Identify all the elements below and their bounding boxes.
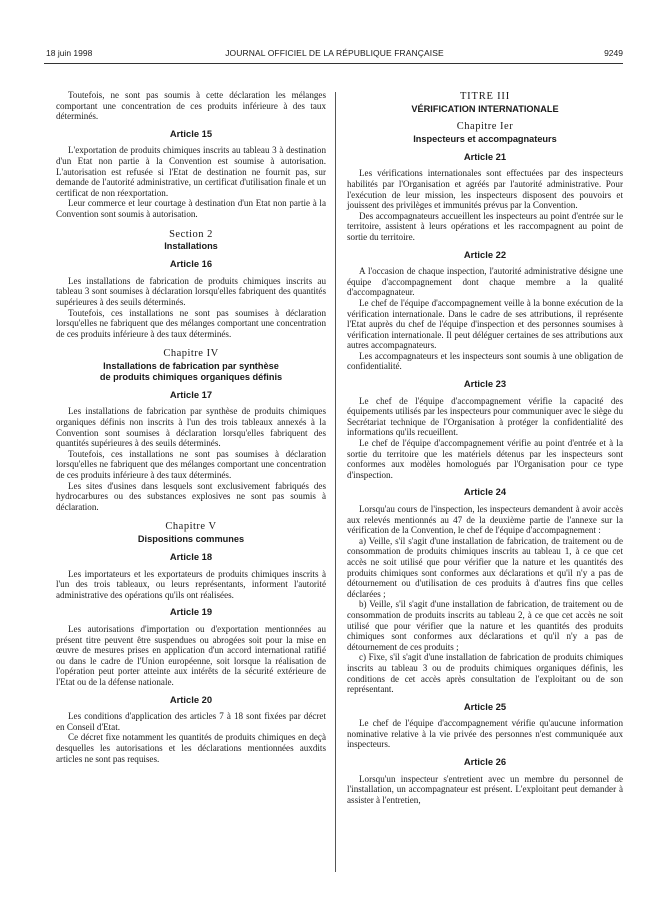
article-24-item-b: b) Veille, s'il s'agit d'une installation de fabrication, de traitement ou de consommation de produits inscrits au tableau 2, à ce que cet accès ne soit utilisé que pour vérifier que la nature et les quantités des produits chimiques sont conformes aux déclarations et qu'il n'y a pas de détournement de ces produits ; [347,599,623,652]
article-19-title: Article 19 [169,606,213,618]
article-23-p1: Le chef de l'équipe d'accompagnement vérifie la capacité des équipements utilisés par les inspecteurs pour communiquer avec le siège du Secrétariat technique de l'Organisation à protéger la confidentialité des informations qu'ils recueillent. [347,395,623,438]
titre-3-subtitle: VÉRIFICATION INTERNATIONALE [411,103,559,114]
article-23-p2: Le chef de l'équipe d'accompagnement vérifie au point d'entrée et à la sortie du territoire que les matériels détenus par les inspecteurs sont conformes aux modèles homologués par l'Organisation pour ce type d'inspection. [347,438,623,480]
article-19-p1: Les autorisations d'importation ou d'exportation mentionnées au présent titre peuvent être suspendues ou abrogées soit pour la mise en œuvre de mesures prises en application d'un accord international ratifié ou dans le cadre de l'Union européenne, soit lorsque la réalisation de l'opération peut porter atteinte aux intérêts de la sécurité extérieure de l'Etat ou de la défense nationale. [56,623,326,687]
article-15-title: Article 15 [169,127,213,139]
article-26-p1: Lorsqu'un inspecteur s'entretient avec un membre du personnel de l'installation, un accompagnateur est présent. L'exploitant peut demander à assister à l'entretien, [347,773,623,805]
article-22-p2: Le chef de l'équipe d'accompagnement veille à la bonne exécution de la vérification internationale. Dans le cadre de ses attributions, il représente l'Etat auprès du chef de l'équipe d'inspection et des personnes soumises à vérification internationale. Il peut déléguer certaines de ses attributions aux autres accompagnateurs. [347,297,623,351]
article-20-p1: Les conditions d'application des articles 7 à 18 sont fixées par décret en Conseil d'Etat. [56,711,326,732]
right-column [347,90,623,805]
chapter-5-heading: Chapitre V [165,521,217,533]
article-22-p1: A l'occasion de chaque inspection, l'autorité administrative désigne une équipe d'accompagnement dont chaque membre a la qualité d'accompagnateur. [347,266,623,298]
article-17-p2: Toutefois, ces installations ne sont pas soumises à déclaration lorsqu'elles ne fabriquent que des mélanges comportant une concentration de ces produits inférieure à des taux déterminés. [56,448,326,481]
chapter-5-subtitle: Dispositions communes [137,534,245,544]
titre-3-heading: TITRE III [459,91,511,102]
article-20-title: Article 20 [169,693,213,705]
article-24-item-a: a) Veille, s'il s'agit d'une installation de fabrication, de traitement ou de consommation de produits chimiques inscrits au tableau 1, à ce que cet accès ne soit utilisé que pour vérifier que la nature et les quantités des produits chimiques sont conformes aux déclarations et qu'il n'y a pas de détournement ou d'utilisation de ces produits à d'autres fins que celles déclarées ; [347,535,623,599]
article-22-p3: Les accompagnateurs et les inspecteurs sont soumis à une obligation de confidentialité. [347,350,623,372]
article-16-p1: Les installations de fabrication de produits chimiques inscrits au tableau 3 sont soumises à déclaration lorsqu'elles fabriquent des quantités supérieures à des seuils déterminés. [56,275,326,307]
article-17-p3: Les sites d'usines dans lesquels sont exclusivement fabriqués des hydrocarbures ou des substances explosives ne sont pas soumis à déclaration. [56,480,326,512]
header-journal-title: JOURNAL OFFICIEL DE LA RÉPUBLIQUE FRANÇAISE [225,48,444,58]
intro-paragraph: Toutefois, ne sont pas soumis à cette déclaration les mélanges comportant une concentration de ces produits inférieure à des taux déterminés. [56,90,326,122]
header-rule [44,63,623,64]
article-16-title: Article 16 [169,258,213,270]
article-24-p1: Lorsqu'au cours de l'inspection, les inspecteurs demandent à avoir accès aux relevés mentionnés au 47 de la deuxième partie de l'annexe sur la vérification de la Convention, le chef de l'équipe d'accompagnement : [347,504,623,536]
section-2-heading: Section 2 [169,228,213,240]
chapter-4-heading: Chapitre IV [163,348,219,360]
article-21-p1: Les vérifications internationales sont effectuées par des inspecteurs habilités par l'Organisation et agréés par l'autorité administrative. Pour l'exécution de leur mission, les inspecteurs disposent des pouvoirs et jouissent des privilèges et immunités prévus par la Convention. [347,168,623,211]
article-25-p1: Le chef de l'équipe d'accompagnement vérifie qu'aucune information nominative relative à la vie privée des personnes n'est communiquée aux inspecteurs. [347,718,623,750]
chapter-1-heading: Chapitre Ier [456,121,514,133]
section-2-subtitle: Installations [164,241,218,252]
chapter-1-subtitle: Inspecteurs et accompagnateurs [413,133,557,144]
article-23-title: Article 23 [463,378,507,390]
chapter-4-subtitle: Installations de fabrication par synthèse de produits chimiques organiques définis [99,360,283,382]
article-18-title: Article 18 [169,551,213,562]
article-18-p1: Les importateurs et les exportateurs de produits chimiques inscrits à l'un des trois tableaux, ou leurs représentants, informent l'autorité administrative des opérations qu'ils ont réalisées. [56,568,326,600]
article-17-p1: Les installations de fabrication par synthèse de produits chimiques organiques définis non inscrits à l'un des trois tableaux annexés à la Convention sont soumises à déclaration lorsqu'elles fabriquent des quantités supérieures à des seuils déterminés. [56,406,326,449]
header-page-number: 9249 [604,48,623,58]
article-15-p1: L'exportation de produits chimiques inscrits au tableau 3 à destination d'un Etat non partie à la Convention est soumise à autorisation. L'autorisation est refusée si l'Etat de destination ne fournit pas, sur demande de l'autorité administrative, un certificat d'utilisation finale et un certificat de non réexportation. [56,145,326,198]
article-21-title: Article 21 [463,150,507,162]
article-16-p2: Toutefois, ces installations ne sont pas soumises à déclaration lorsqu'elles ne fabriquent que des mélanges comportant une concentration de ces produits inférieure à des taux déterminés. [56,307,326,339]
column-divider [335,92,336,872]
article-15-p2: Leur commerce et leur courtage à destination d'un Etat non partie à la Convention sont soumis à autorisation. [56,198,326,219]
article-24-title: Article 24 [463,486,507,498]
article-21-p2: Des accompagnateurs accueillent les inspecteurs au point d'entrée sur le territoire, assistent à leurs opérations et les raccompagnent au point de sortie du territoire. [347,210,623,242]
article-24-item-c: c) Fixe, s'il s'agit d'une installation de fabrication de produits chimiques inscrits au tableau 3 ou de produits chimiques organiques définis, les conditions de cet accès après consultation de l'exploitant ou de son représentant. [347,652,623,695]
article-17-title: Article 17 [169,388,213,400]
left-column [56,90,326,764]
page-header [46,48,623,62]
article-25-title: Article 25 [463,700,507,712]
article-20-p2: Ce décret fixe notamment les quantités de produits chimiques en deçà desquelles les autorisations et les déclarations mentionnées auxdits articles ne sont pas requises. [56,732,326,764]
header-date: 18 juin 1998 [46,48,93,58]
article-26-title: Article 26 [463,756,507,768]
article-22-title: Article 22 [463,248,507,260]
